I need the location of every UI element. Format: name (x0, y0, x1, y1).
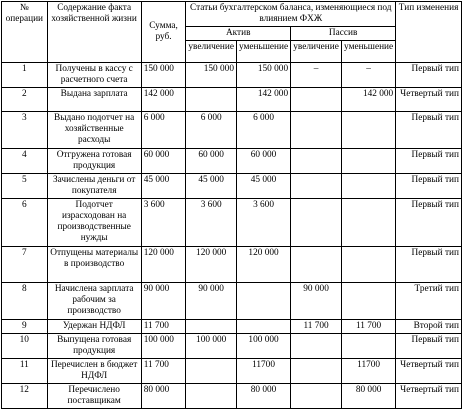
fact-description: Удержан НДФЛ (47, 320, 141, 334)
header-asset-increase: увеличение (186, 41, 237, 63)
asset-decrease: 100 000 (236, 334, 290, 359)
fact-description: Получены в кассу с расчетного счета (47, 63, 141, 88)
asset-decrease: 6 000 (236, 112, 290, 149)
amount: 45 000 (141, 174, 186, 199)
liability-decrease: 11700 (342, 359, 396, 384)
asset-increase: 3 600 (186, 199, 237, 247)
operation-number: 5 (2, 174, 48, 199)
asset-increase: 150 000 (186, 63, 237, 88)
asset-increase (186, 88, 237, 112)
asset-decrease: 142 000 (236, 88, 290, 112)
liability-increase (291, 174, 342, 199)
header-balance-items: Статьи бухгалтерском баланса, изменяющиеся под влиянием ФХЖ (186, 2, 396, 27)
table-row (2, 384, 462, 409)
asset-increase: 60 000 (186, 149, 237, 174)
fact-description: Перечислено поставщикам (47, 384, 141, 409)
operation-number: 9 (2, 320, 48, 334)
change-type: Первый тип (396, 247, 462, 283)
asset-increase (186, 384, 237, 409)
fact-description: Зачислены деньги от покупателя (47, 174, 141, 199)
asset-decrease (236, 320, 290, 334)
liability-increase: 11 700 (291, 320, 342, 334)
liability-decrease (342, 149, 396, 174)
table-row (2, 359, 462, 384)
header-asset: Актив (186, 27, 291, 41)
amount: 11 700 (141, 359, 186, 384)
liability-increase (291, 247, 342, 283)
liability-increase (291, 359, 342, 384)
change-type: Первый тип (396, 174, 462, 199)
amount: 60 000 (141, 149, 186, 174)
amount: 3 600 (141, 199, 186, 247)
liability-decrease (342, 283, 396, 320)
header-liability-decrease: уменьшение (342, 41, 396, 63)
fact-description: Отгружена готовая продукция (47, 149, 141, 174)
table-body (2, 63, 462, 409)
asset-decrease (236, 283, 290, 320)
liability-increase: 90 000 (291, 283, 342, 320)
liability-decrease: 80 000 (342, 384, 396, 409)
asset-increase (186, 359, 237, 384)
fact-description: Отпущены материалы в производство (47, 247, 141, 283)
amount: 90 000 (141, 283, 186, 320)
fact-description: Перечислен в бюджет НДФЛ (47, 359, 141, 384)
liability-increase: – (291, 63, 342, 88)
change-type: Первый тип (396, 63, 462, 88)
asset-decrease: 80 000 (236, 384, 290, 409)
operation-number: 7 (2, 247, 48, 283)
table-row (2, 320, 462, 334)
fact-description: Выдано подотчет на хозяйственные расходы (47, 112, 141, 149)
table-row (2, 283, 462, 320)
operation-number: 11 (2, 359, 48, 384)
asset-decrease: 11700 (236, 359, 290, 384)
asset-decrease: 60 000 (236, 149, 290, 174)
amount: 100 000 (141, 334, 186, 359)
table-row (2, 149, 462, 174)
asset-increase (186, 320, 237, 334)
amount: 80 000 (141, 384, 186, 409)
liability-increase (291, 384, 342, 409)
header-amount: Сумма, руб. (141, 2, 186, 63)
header-fact-content: Содержание факта хозяйственной жизни (47, 2, 141, 63)
table-row (2, 63, 462, 88)
operation-number: 2 (2, 88, 48, 112)
change-type: Второй тип (396, 320, 462, 334)
table-row (2, 112, 462, 149)
fact-description: Выдана зарплата (47, 88, 141, 112)
asset-increase: 6 000 (186, 112, 237, 149)
operation-number: 1 (2, 63, 48, 88)
liability-decrease: 142 000 (342, 88, 396, 112)
table-row (2, 247, 462, 283)
header-liability-increase: увеличение (291, 41, 342, 63)
header-operation-number: № операции (2, 2, 48, 63)
liability-decrease (342, 247, 396, 283)
liability-decrease (342, 112, 396, 149)
table-row (2, 88, 462, 112)
fact-description: Начислена зарплата рабочим за производство (47, 283, 141, 320)
asset-decrease: 150 000 (236, 63, 290, 88)
table-row (2, 199, 462, 247)
asset-increase: 90 000 (186, 283, 237, 320)
liability-decrease (342, 174, 396, 199)
operation-number: 10 (2, 334, 48, 359)
table-row (2, 334, 462, 359)
change-type: Первый тип (396, 149, 462, 174)
change-type: Первый тип (396, 199, 462, 247)
liability-increase (291, 88, 342, 112)
table-header (2, 2, 462, 63)
liability-decrease: – (342, 63, 396, 88)
fact-description: Выпущена готовая продукция (47, 334, 141, 359)
amount: 142 000 (141, 88, 186, 112)
change-type: Первый тип (396, 334, 462, 359)
liability-increase (291, 199, 342, 247)
header-liability: Пассив (291, 27, 396, 41)
liability-decrease: 11 700 (342, 320, 396, 334)
asset-increase: 120 000 (186, 247, 237, 283)
fact-description: Подотчет израсходован на производственные нужды (47, 199, 141, 247)
operation-number: 6 (2, 199, 48, 247)
asset-decrease: 3 600 (236, 199, 290, 247)
operation-number: 8 (2, 283, 48, 320)
header-asset-decrease: уменьшение (236, 41, 290, 63)
operation-number: 3 (2, 112, 48, 149)
balance-changes-table (1, 1, 462, 409)
asset-increase: 100 000 (186, 334, 237, 359)
change-type: Третий тип (396, 283, 462, 320)
liability-increase (291, 112, 342, 149)
liability-decrease (342, 334, 396, 359)
amount: 150 000 (141, 63, 186, 88)
asset-increase: 45 000 (186, 174, 237, 199)
liability-decrease (342, 199, 396, 247)
change-type: Четвертый тип (396, 359, 462, 384)
change-type: Четвертый тип (396, 88, 462, 112)
amount: 120 000 (141, 247, 186, 283)
operation-number: 12 (2, 384, 48, 409)
table-row (2, 174, 462, 199)
liability-increase (291, 149, 342, 174)
liability-increase (291, 334, 342, 359)
amount: 6 000 (141, 112, 186, 149)
operation-number: 4 (2, 149, 48, 174)
header-change-type: Тип изменения (396, 2, 462, 63)
amount: 11 700 (141, 320, 186, 334)
asset-decrease: 45 000 (236, 174, 290, 199)
change-type: Первый тип (396, 112, 462, 149)
change-type: Четвертый тип (396, 384, 462, 409)
asset-decrease: 120 000 (236, 247, 290, 283)
